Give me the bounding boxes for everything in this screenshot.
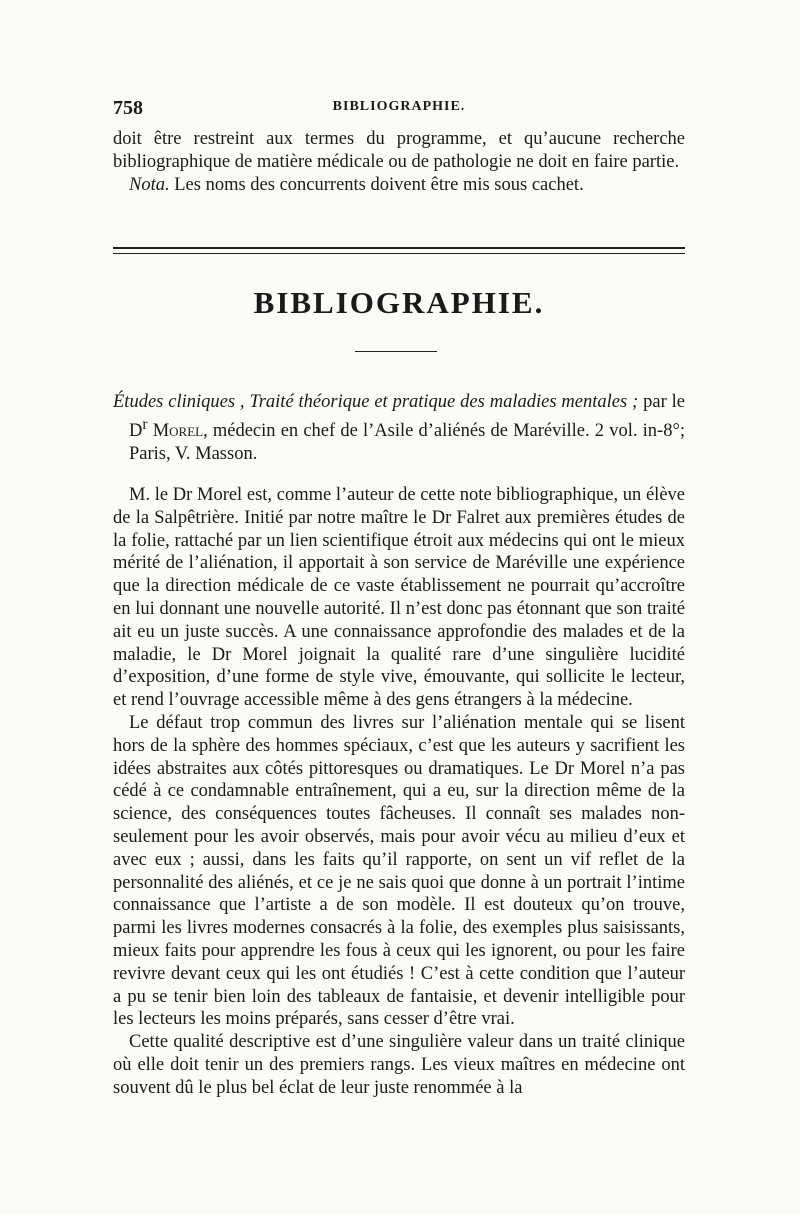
review-book-title: Études cliniques , Traité théorique et pratique des maladies mentales ; — [113, 392, 639, 412]
nota-paragraph — [113, 174, 685, 197]
review-paragraph-3: Cette qualité descriptive est d’une singulière valeur dans un traité clinique où elle doit tenir un des premiers rangs. Les vieux maîtres en médecine ont souvent dû le plus bel éclat de leur juste renommée à la — [113, 1032, 685, 1098]
review-byline-sup: r — [142, 415, 148, 433]
section-divider-thin — [113, 253, 685, 254]
nota-label: Nota. — [129, 174, 170, 195]
page-header — [113, 97, 685, 121]
section-divider-thick — [113, 247, 685, 249]
review-byline-post: , médecin en chef de l’Asile d’aliénés de Maréville. 2 vol. in-8°; Paris, V. Masson. — [129, 420, 685, 464]
closing-paragraph: doit être restreint aux termes du programme, et qu’aucune recherche bibliographique de matière médicale ou de pathologie ne doit en faire partie. — [113, 129, 685, 172]
review-heading — [113, 391, 685, 466]
review-byline-pre: par le D — [129, 392, 685, 441]
review-paragraph-2: Le défaut trop commun des livres sur l’aliénation mentale qui se lisent hors de la sphère des hommes spéciaux, c’est que les auteurs y sacrifient les idées abstraites aux côtés pittoresques ou dramatiques. Le Dr Morel n’a pas cédé à ce condamnable entraînement, qui a eu, sur la direction même de la science, des conséquences toutes fâcheuses. Il connaît ses malades non-seulement pour les avoir observés, mais pour avoir vécu au milieu d’eux et avec eux ; aussi, dans les faits qu’il rapporte, on sent un vif reflet de la personnalité des aliénés, et ce je ne sais quoi que donne à un portrait l’intime connaissance que l’artiste a de son modèle. Il est douteux qu’on trouve, parmi les livres modernes consacrés à la folie, des exemples plus saisissants, mieux faits pour apprendre les fous à ceux qui les ignorent, ou pour les faire revivre devant ceux qui les ont étudiés ! C’est à cette condition que l’auteur a pu se tenir bien loin des tableaux de fantaisie, et devenir intelligible pour les lecteurs les moins préparés, sans cesser d’être vrai. — [113, 712, 685, 1030]
closing-text-block — [113, 128, 685, 196]
review-body — [113, 484, 685, 1100]
title-underline — [355, 351, 437, 352]
review-author: Morel — [147, 420, 204, 441]
running-title: BIBLIOGRAPHIE. — [332, 99, 466, 114]
review-paragraph-1: M. le Dr Morel est, comme l’auteur de cette note bibliographique, un élève de la Salpêtrière. Initié par notre maître le Dr Falret aux premières études de la folie, rattaché par un lien scientifique étroit aux médecins qui ont le mieux mérité de l’aliénation, il apportait à son service de Maréville une expérience que la direction médicale de ce vaste établissement ne pourrait qu’accroître en lui donnant une nouvelle autorité. Il n’est donc pas étonnant que son traité ait eu un juste succès. A une connaissance approfondie des malades et de la maladie, le Dr Morel joignait la qualité rare d’une singulière lucidité d’exposition, d’une forme de style vive, émouvante, qui sollicite le lecteur, et rend l’ouvrage accessible même à des gens étrangers à la médecine. — [113, 485, 685, 711]
section-title: BIBLIOGRAPHIE. — [253, 285, 545, 320]
review-citation — [113, 391, 685, 466]
page-number: 758 — [113, 97, 143, 119]
nota-text: Les noms des concurrents doivent être mis sous cachet. — [169, 174, 584, 195]
